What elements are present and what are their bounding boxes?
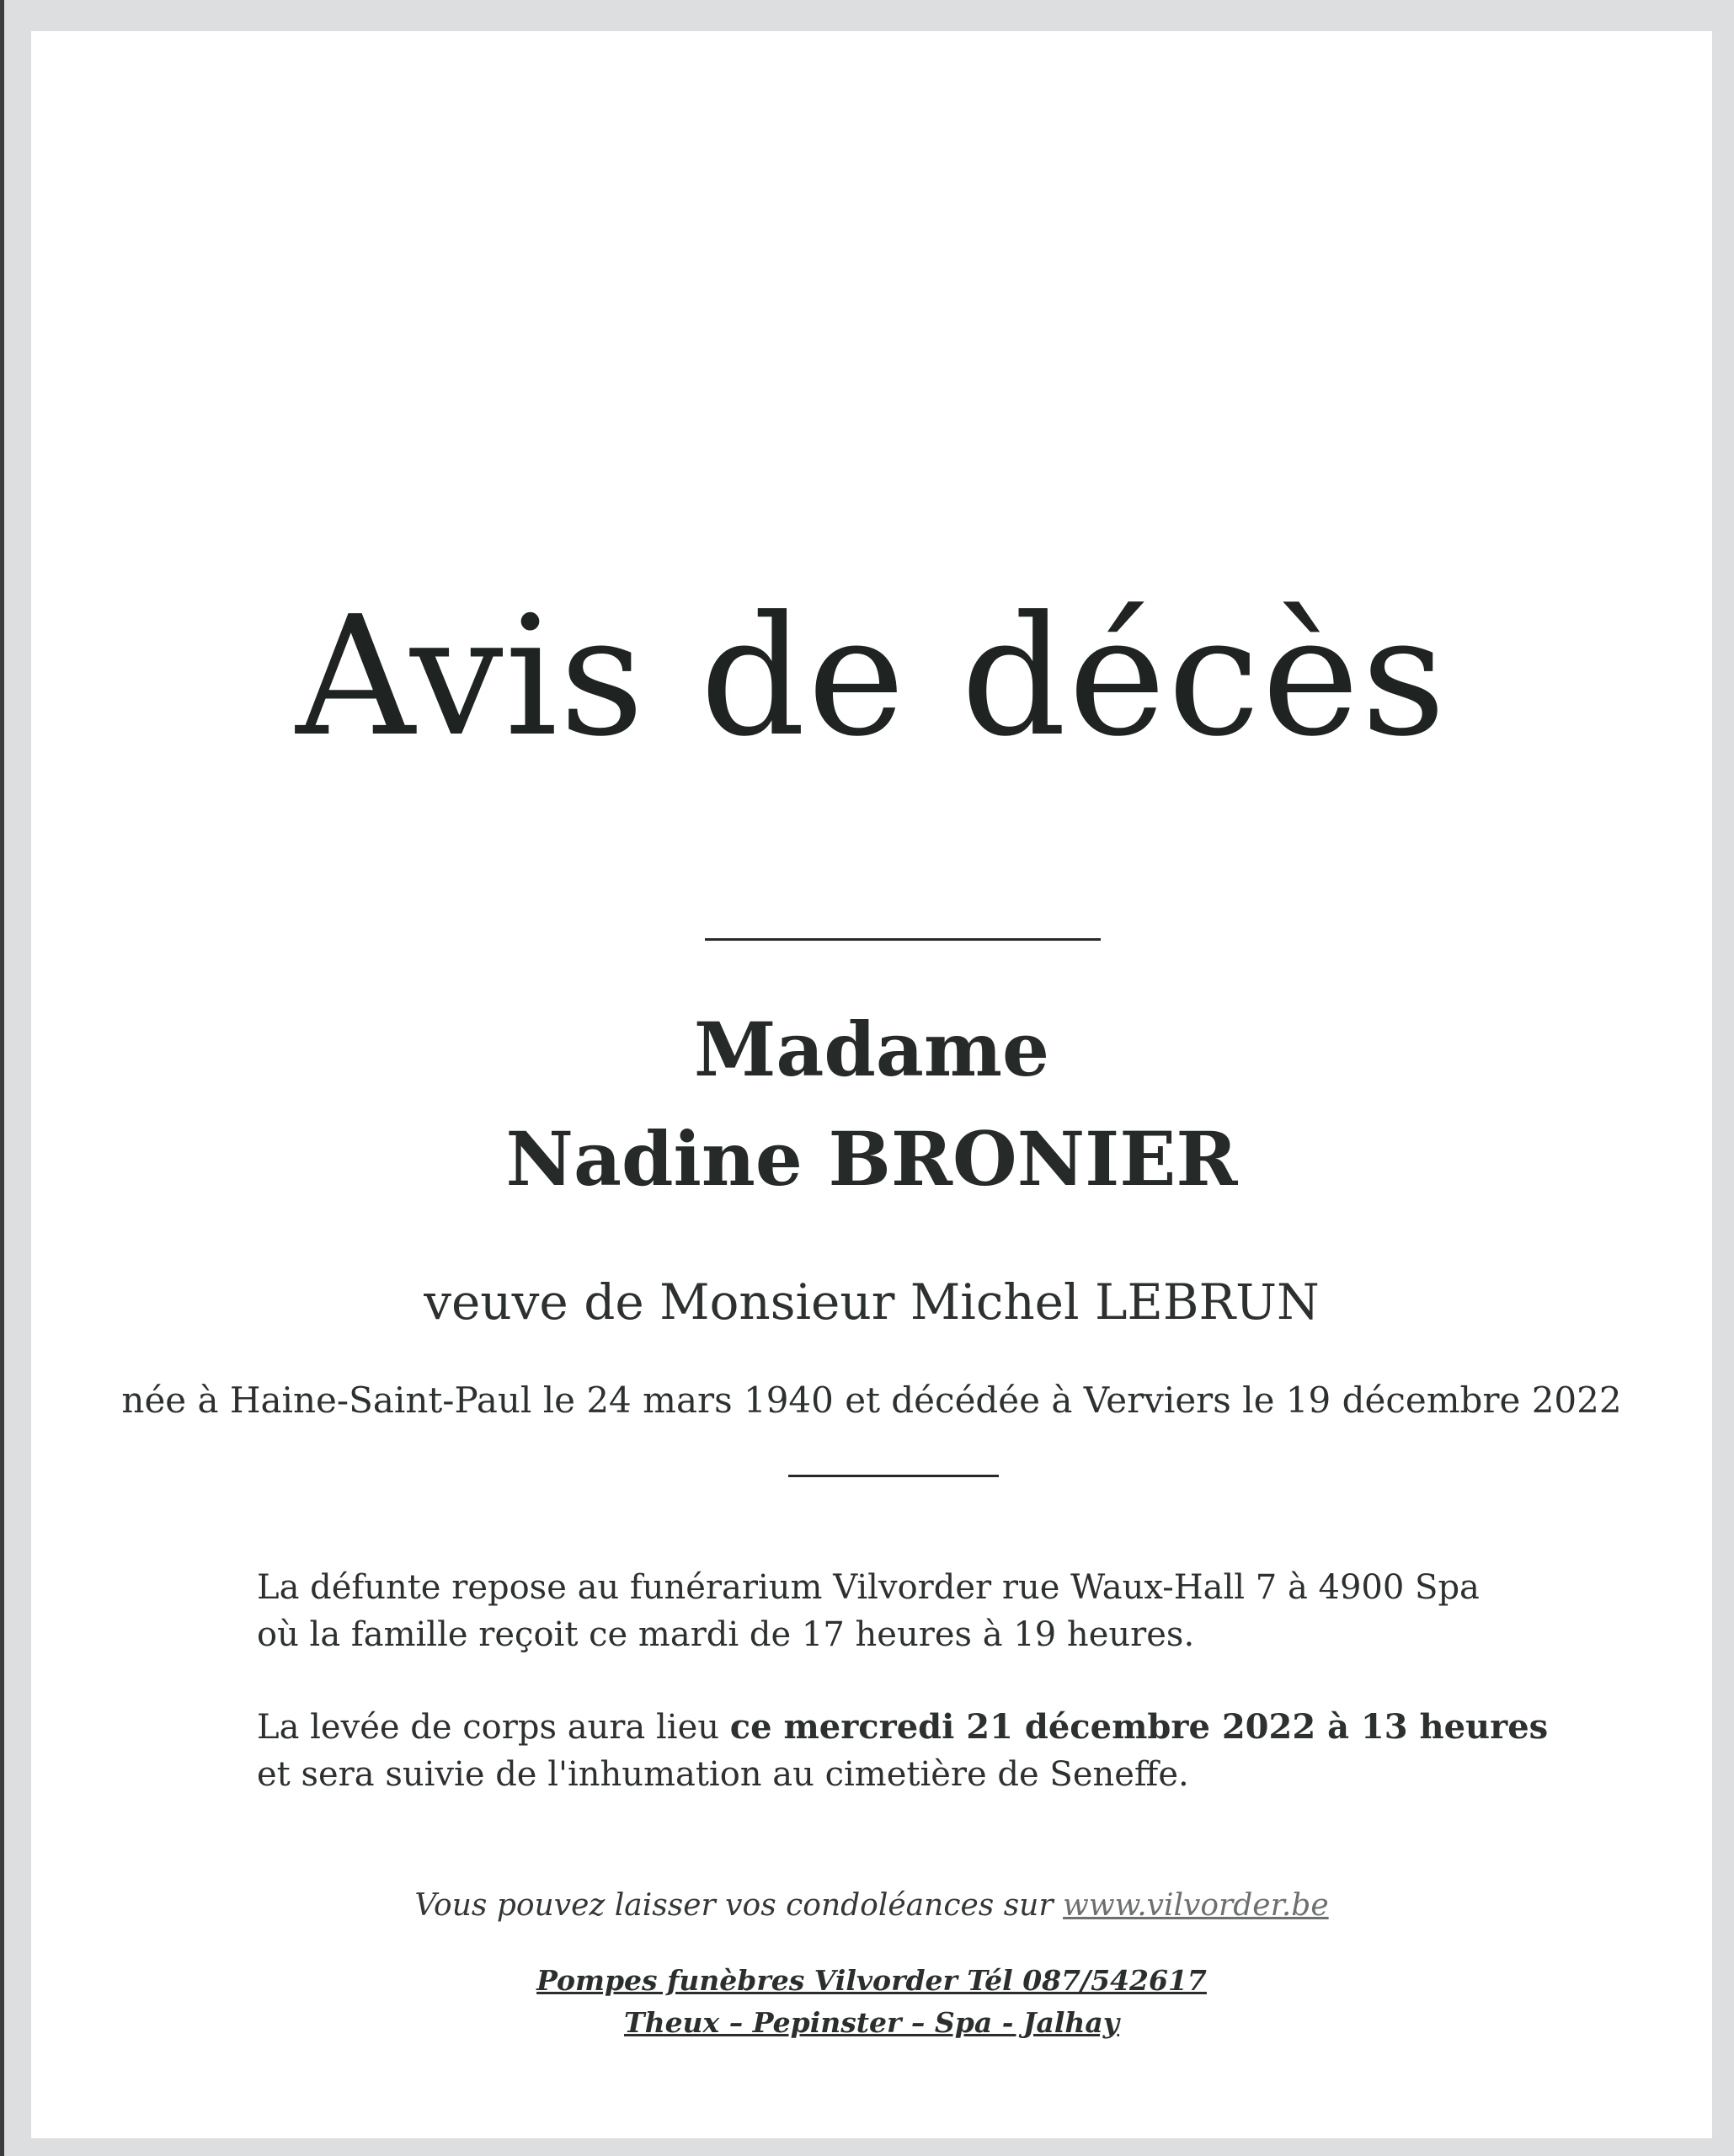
condolences-link[interactable]: www.vilvorder.be	[1063, 1888, 1329, 1923]
deceased-name: Nadine BRONIER	[505, 1115, 1238, 1203]
condolences-line	[31, 1888, 1712, 1923]
visitation-line-1: La défunte repose au funérarium Vilvorder rue Waux-Hall 7 à 4900 Spa	[257, 1568, 1480, 1607]
funeral-paragraph	[257, 1704, 1549, 1798]
funeral-date-time: ce mercredi 21 décembre 2022 à 13 heures	[729, 1707, 1549, 1747]
birth-death-line: née à Haine-Saint-Paul le 24 mars 1940 et décédée à Verviers le 19 décembre 2022	[121, 1380, 1622, 1421]
widow-of-line: veuve de Monsieur Michel LEBRUN	[424, 1273, 1320, 1331]
divider-top	[705, 938, 1101, 941]
death-notice-page	[31, 31, 1712, 2138]
funeral-home-locations: Theux – Pepinster – Spa - Jalhay	[624, 2006, 1119, 2039]
scan-edge	[0, 0, 4, 2156]
funeral-line-2: et sera suivie de l'inhumation au cimetière de Seneffe.	[257, 1755, 1189, 1794]
funeral-line-1-prefix: La levée de corps aura lieu	[257, 1708, 730, 1747]
notice-title: Avis de décès	[296, 581, 1448, 773]
visitation-paragraph	[257, 1564, 1520, 1658]
funeral-line-1	[257, 1704, 1549, 1751]
divider-middle	[788, 1475, 999, 1477]
condolences-text: Vous pouvez laisser vos condoléances sur	[414, 1888, 1064, 1923]
visitation-line-2: où la famille reçoit ce mardi de 17 heures à 19 heures.	[257, 1615, 1195, 1654]
funeral-home-contact: Pompes funèbres Vilvorder Tél 087/542617	[536, 1964, 1207, 1997]
salutation: Madame	[693, 1006, 1050, 1093]
